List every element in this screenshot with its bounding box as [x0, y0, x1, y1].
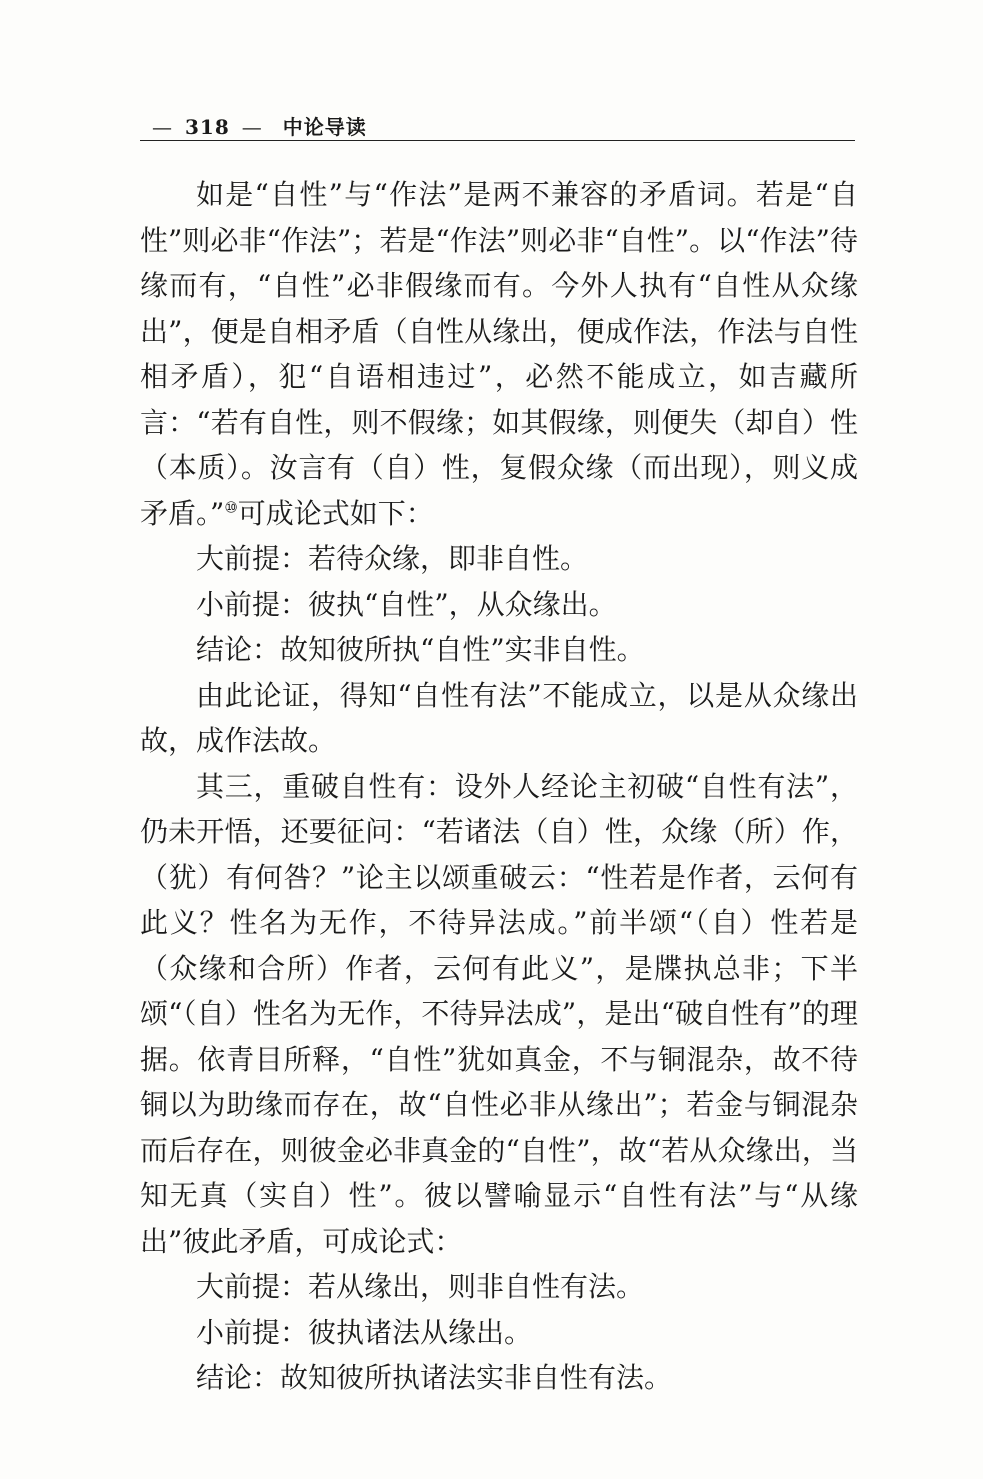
book-title: 中论导读 — [282, 115, 367, 139]
paragraph-3: 其三，重破自性有：设外人经论主初破“自性有法”，仍未开悟，还要征问：“若诸法（自）性，众缘（所）作，（犹）有何咎？”论主以颂重破云：“性若是作者，云何有此义？性名为无作，不待异法成。”前半颂“（自）性若是（众缘和合所）作者，云何有此义”，是牒执总非；下半颂“（自）性名为无作，不待异法成”，是出“破自性有”的理据。依青目所释，“自性”犹如真金，不与铜混杂，故不待铜以为助缘而存在，故“自性必非从缘出”；若金与铜混杂而后存在，则彼金必非真金的“自性”，故“若从众缘出，当知无真（实自）性”。彼以譬喻显示“自性有法”与“从缘出”彼此矛盾，可成论式： — [140, 769, 858, 1258]
page-number: 318 — [185, 115, 230, 139]
syllogism-1-minor-premise: 小前提：彼执“自性”，从众缘出。 — [196, 587, 617, 621]
header-rule — [140, 140, 855, 142]
footnote-marker: ⑩ — [224, 498, 238, 517]
paragraph-1-text: 如是“自性”与“作法”是两不兼容的矛盾词。若是“自性”则必非“作法”；若是“作法”则必非“自性”。以“作法”待缘而有，“自性”必非假缘而有。今外人执有“自性从众缘出”，便是自相矛盾（自性从缘出，便成作法，作法与自性相矛盾），犯“自语相违过”，必然不能成立，如吉藏所言：“若有自性，则不假缘；如其假缘，则便失（却自）性（本质）。汝言有（自）性，复假众缘（而出现），则义成矛盾。” — [140, 178, 858, 530]
syllogism-2-major-premise: 大前提：若从缘出，则非自性有法。 — [196, 1270, 645, 1303]
header-dash-left: — — [152, 115, 173, 139]
syllogism-1-conclusion: 结论：故知彼所执“自性”实非自性。 — [196, 633, 645, 666]
syllogism-2-conclusion: 结论：故知彼所执诸法实非自性有法。 — [196, 1361, 673, 1394]
header-dash-right: — — [241, 115, 263, 139]
syllogism-2-minor-premise: 小前提：彼执诸法从缘出。 — [196, 1315, 533, 1349]
paragraph-2: 由此论证，得知“自性有法”不能成立，以是从众缘出故，成作法故。 — [140, 678, 858, 757]
syllogism-1-major-premise: 大前提：若待众缘，即非自性。 — [196, 542, 589, 575]
running-header — [140, 111, 367, 140]
paragraph-1 — [140, 172, 858, 536]
body-text — [140, 172, 858, 1401]
paragraph-1-tail: 可成论式如下： — [237, 496, 434, 530]
